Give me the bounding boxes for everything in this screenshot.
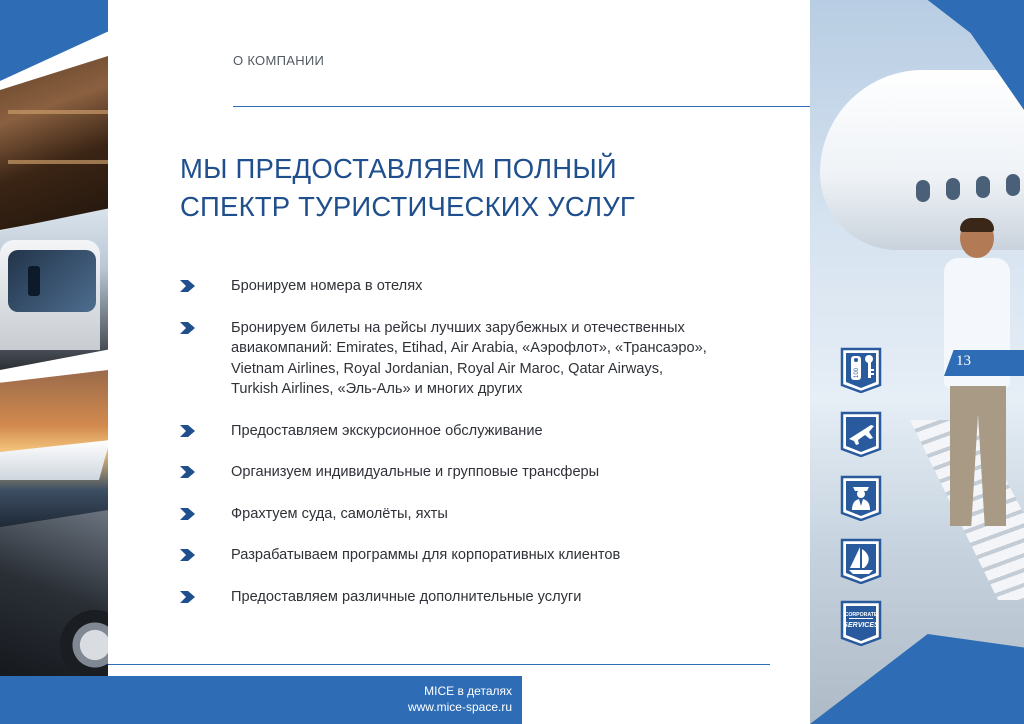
left-blue-footer: [0, 676, 108, 724]
page-number: 13: [956, 353, 971, 369]
service-item: Организуем индивидуальные и групповые трансферы: [180, 462, 800, 483]
right-blue-footer: [810, 634, 1024, 724]
service-item: Предоставляем различные дополнительные услуги: [180, 587, 800, 608]
service-item: Бронируем номера в отелях: [180, 276, 800, 297]
footer-title: MICE в деталях: [424, 684, 512, 698]
sailboat-icon: [838, 538, 884, 584]
chevron-bullet-icon: [180, 549, 196, 561]
chevron-bullet-icon: [180, 591, 196, 603]
hotel-key-icon: [838, 347, 884, 393]
svg-text:CORPORATE: CORPORATE: [844, 612, 878, 618]
service-item: Предоставляем экскурсионное обслуживание: [180, 421, 800, 442]
service-item: Разрабатываем программы для корпоративных клиентов: [180, 545, 800, 566]
airplane-icon: [838, 411, 884, 457]
corporate-services-icon: [838, 600, 884, 646]
pilot-icon: [838, 475, 884, 521]
chevron-bullet-icon: [180, 508, 196, 520]
service-item: Фрахтуем суда, самолёты, яхты: [180, 504, 800, 525]
chevron-bullet-icon: [180, 280, 196, 292]
chevron-bullet-icon: [180, 425, 196, 437]
heading-line-1: МЫ ПРЕДОСТАВЛЯЕМ ПОЛНЫЙ: [180, 153, 617, 184]
left-photo-strip: [0, 0, 108, 724]
services-list: [180, 276, 800, 607]
chevron-bullet-icon: [180, 322, 196, 334]
yacht-photo: [0, 370, 108, 530]
chevron-bullet-icon: [180, 466, 196, 478]
section-label: О КОМПАНИИ: [233, 53, 325, 68]
footer-rule: [108, 664, 770, 665]
heading-line-2: СПЕКТР ТУРИСТИЧЕСКИХ УСЛУГ: [180, 191, 635, 222]
page-heading: [180, 150, 800, 226]
svg-text:SERVICES: SERVICES: [843, 622, 879, 629]
header-rule: [233, 106, 810, 107]
footer-url-link[interactable]: www.mice-space.ru: [407, 700, 512, 714]
footer-banner: [108, 676, 522, 724]
service-item: Бронируем билеты на рейсы лучших зарубежных и отечественных авиакомпаний: Emirates, Etihad, Air Arabia, «Аэрофлот», «Трансаэро», Vietnam Airlines, Royal Jordanian, Royal Air Maroc, Qatar Airways, Turkish Airlines, «Эль-Аль» и многих других: [180, 318, 800, 400]
traveler-photo: [938, 218, 1018, 538]
svg-text:100: 100: [854, 367, 860, 379]
